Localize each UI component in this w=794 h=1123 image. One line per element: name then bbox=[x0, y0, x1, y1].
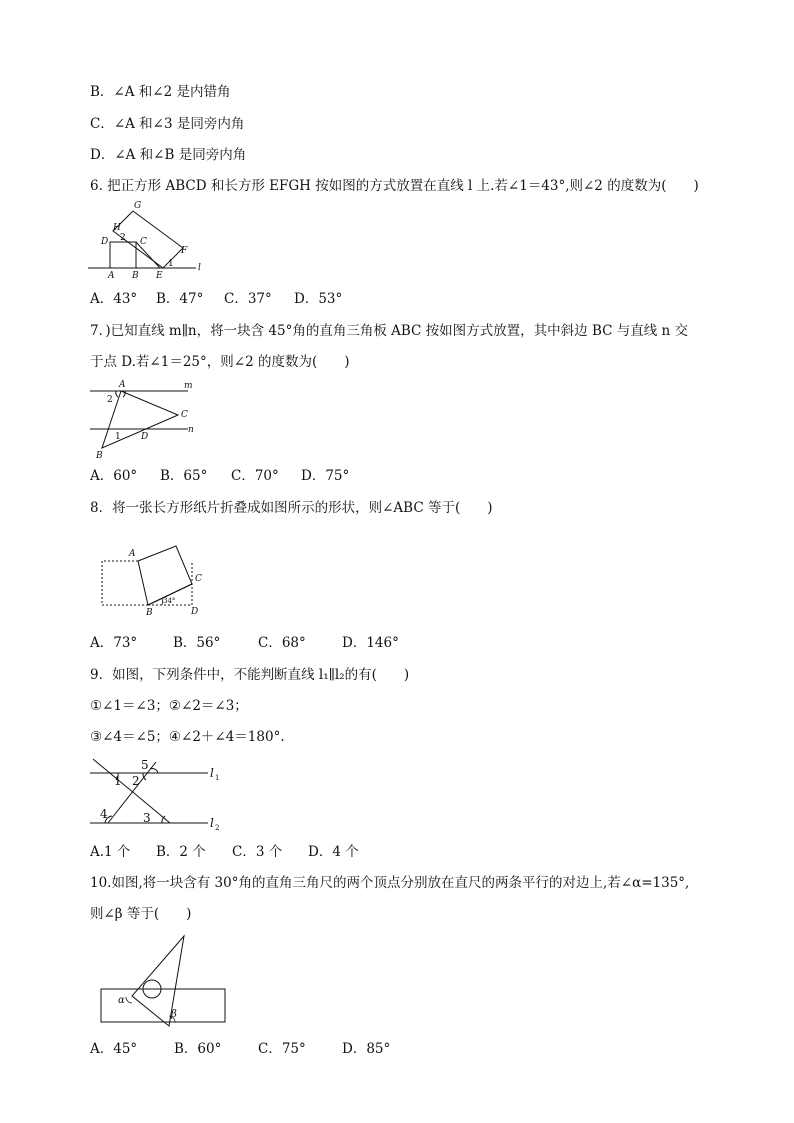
q7-stem-line1: 7．)已知直线 m∥n，将一块含 45°角的直角三角板 ABC 按如图方式放置，其中斜边 BC 与直线 n 交 bbox=[90, 323, 689, 339]
q9-label-l2: l bbox=[210, 816, 214, 830]
q10-stem-line2: 则∠β 等于( ) bbox=[90, 906, 192, 922]
q10-option-a: A．45° bbox=[90, 1041, 138, 1057]
q6-option-a: A．43° bbox=[90, 291, 138, 307]
q8-options bbox=[90, 634, 399, 652]
q6-label-g: G bbox=[134, 201, 142, 211]
q9-option-b: B．2 个 bbox=[156, 844, 206, 860]
q8-label-a: A bbox=[129, 549, 136, 559]
q9-label-l1: l bbox=[210, 766, 214, 780]
q8-figure bbox=[96, 538, 216, 618]
q6-options bbox=[90, 290, 342, 308]
q6-option-b: B．47° bbox=[156, 291, 204, 307]
q9-option-a: A.1 个 bbox=[90, 844, 131, 860]
q10-options bbox=[90, 1040, 390, 1058]
q7-option-a: A．60° bbox=[90, 468, 138, 484]
q7-label-m: m bbox=[184, 381, 193, 391]
q6-option-c: C．37° bbox=[224, 291, 272, 307]
q8-label-b: B bbox=[146, 608, 153, 618]
q9-label-5: 5 bbox=[141, 758, 149, 772]
q6-label-h: H bbox=[113, 223, 121, 233]
q7-option-d: D．75° bbox=[301, 468, 350, 484]
q7-label-2: 2 bbox=[107, 395, 113, 405]
q6-label-b: B bbox=[132, 271, 139, 281]
q9-options bbox=[90, 843, 359, 861]
q8-option-a: A．73° bbox=[90, 635, 138, 651]
q7-stem-line2: 于点 D.若∠1＝25°，则∠2 的度数为( ) bbox=[90, 354, 350, 370]
q10-label-alpha: α bbox=[118, 995, 125, 1006]
q9-label-l1-sub: 1 bbox=[215, 774, 220, 782]
q7-label-a: A bbox=[119, 380, 126, 390]
q5-option-b: B．∠A 和∠2 是内错角 bbox=[90, 84, 231, 100]
q10-label-beta: β bbox=[171, 1009, 177, 1020]
q6-option-d: D．53° bbox=[294, 291, 343, 307]
q5-option-d: D．∠A 和∠B 是同旁内角 bbox=[90, 147, 247, 163]
q6-label-e: E bbox=[156, 271, 163, 281]
q8-option-d: D．146° bbox=[342, 635, 399, 651]
q10-option-b: B．60° bbox=[174, 1041, 222, 1057]
q8-label-c: C bbox=[195, 574, 202, 584]
q6-label-c: C bbox=[140, 237, 147, 247]
q10-option-c: C．75° bbox=[258, 1041, 306, 1057]
q6-label-d: D bbox=[101, 237, 109, 247]
q9-stem: 9．如图，下列条件中，不能判断直线 l₁∥l₂的有( ) bbox=[90, 667, 410, 683]
q8-option-b: B．56° bbox=[173, 635, 221, 651]
q7-label-1: 1 bbox=[115, 432, 121, 442]
q6-label-f: F bbox=[181, 246, 188, 256]
q7-option-c: C．70° bbox=[231, 468, 279, 484]
q8-stem: 8．将一张长方形纸片折叠成如图所示的形状，则∠ABC 等于( ) bbox=[90, 500, 493, 516]
q6-figure bbox=[88, 200, 218, 282]
q10-option-d: D．85° bbox=[342, 1041, 391, 1057]
q9-conditions-1: ①∠1＝∠3；②∠2＝∠3； bbox=[90, 698, 248, 714]
q7-options bbox=[90, 467, 349, 485]
q10-stem-line1: 10.如图,将一块含有 30°角的直角三角尺的两个顶点分别放在直尺的两条平行的对边上,若∠α=135°, bbox=[90, 875, 690, 891]
q9-label-3: 3 bbox=[143, 811, 151, 825]
q5-option-c: C．∠A 和∠3 是同旁内角 bbox=[90, 116, 245, 132]
q9-label-4: 4 bbox=[100, 807, 108, 821]
q7-figure bbox=[88, 375, 208, 460]
q10-figure bbox=[98, 933, 228, 1029]
q7-label-d: D bbox=[141, 432, 149, 442]
q6-label-2: 2 bbox=[120, 233, 126, 243]
q9-conditions-2: ③∠4＝∠5；④∠2＋∠4＝180°. bbox=[90, 729, 285, 745]
q9-option-c: C．3 个 bbox=[232, 844, 283, 860]
q7-label-b: B bbox=[96, 451, 103, 461]
q7-option-b: B．65° bbox=[160, 468, 208, 484]
q6-label-1: 1 bbox=[168, 259, 174, 269]
q8-label-d: D bbox=[191, 607, 199, 617]
q7-label-c: C bbox=[181, 410, 188, 420]
q9-label-2: 2 bbox=[132, 774, 140, 788]
q7-label-n: n bbox=[188, 425, 194, 435]
q9-option-d: D．4 个 bbox=[308, 844, 359, 860]
q8-option-c: C．68° bbox=[258, 635, 306, 651]
q6-label-a: A bbox=[108, 271, 115, 281]
q9-figure bbox=[88, 756, 228, 834]
q9-label-l2-sub: 2 bbox=[215, 824, 220, 832]
q9-label-1: 1 bbox=[114, 774, 122, 788]
q8-label-angle: 34° bbox=[163, 597, 176, 605]
q6-label-l: l bbox=[198, 263, 201, 273]
q6-stem: 6. 把正方形 ABCD 和长方形 EFGH 按如图的方式放置在直线 l 上.若∠1＝43°,则∠2 的度数为( ) bbox=[90, 178, 699, 194]
